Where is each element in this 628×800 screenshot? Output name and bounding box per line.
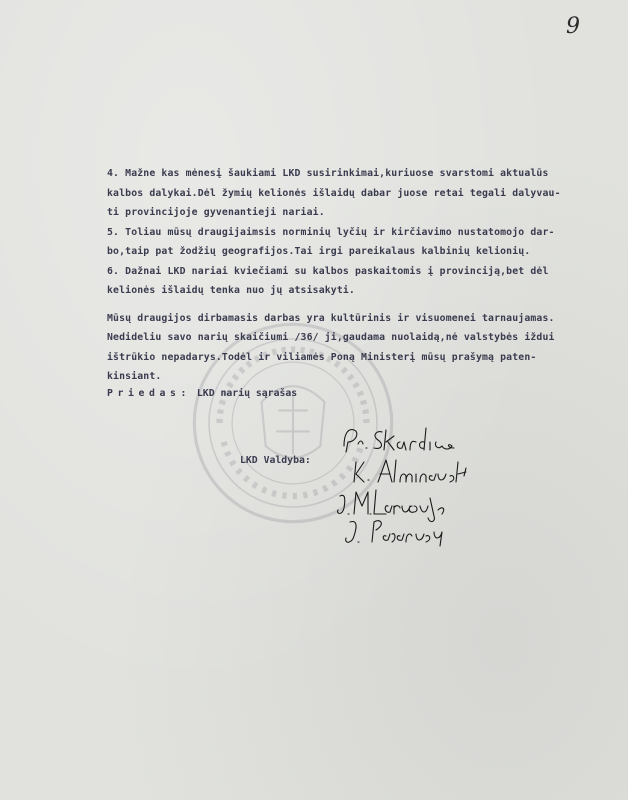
text-line: kalbos dalykai.Dėl žymių kelionės išlaidų dabar juose retai tegali dalyvau- xyxy=(107,187,561,199)
text-line: bo,taip pat žodžių geografijos.Tai irgi pareikalaus kalbinių kelionių. xyxy=(107,246,531,257)
text-line: kelionės išlaidų tenka nuo jų atsisakyti. xyxy=(107,285,355,296)
text-line: ti provincijoje gyvenantieji nariai. xyxy=(107,207,325,218)
text-line: ištrūkio nepadarys.Todėl ir viliamės Poną Ministerį mūsų prašymą paten- xyxy=(107,351,537,363)
text-line: Mūsų draugijos dirbamasis darbas yra kultūrinis ir visuomenei tarnaujamas. xyxy=(107,312,555,324)
board-label: LKD Valdyba: xyxy=(240,455,311,466)
letter-body xyxy=(107,164,597,387)
attachment-note xyxy=(107,388,297,399)
attachment-label: Priedas: xyxy=(107,388,191,399)
text-line: 5. Toliau mūsų draugijaimsis norminių lyčių ir kirčiavimo nustatomojo dar- xyxy=(107,226,555,238)
closing-paragraph xyxy=(107,309,597,387)
handwritten-signatures xyxy=(330,418,490,548)
page-number: 9 xyxy=(566,14,580,39)
text-line: 4. Mažne kas mėnesį šaukiami LKD susirinkimai,kuriuose svarstomi aktualūs xyxy=(107,168,549,179)
text-line: kinsiant. xyxy=(107,371,162,382)
list-item-6 xyxy=(107,262,597,301)
list-item-4 xyxy=(107,164,597,223)
attachment-text: LKD narių sąrašas xyxy=(196,388,298,399)
text-line: Nedideliu savo narių skaičiumi /36/ ji,gaudama nuolaidą,nė valstybės iždui xyxy=(107,332,555,343)
list-item-5 xyxy=(107,223,597,262)
text-line: 6. Dažnai LKD nariai kviečiami su kalbos paskaitomis į provinciją,bet dėl xyxy=(107,265,549,277)
